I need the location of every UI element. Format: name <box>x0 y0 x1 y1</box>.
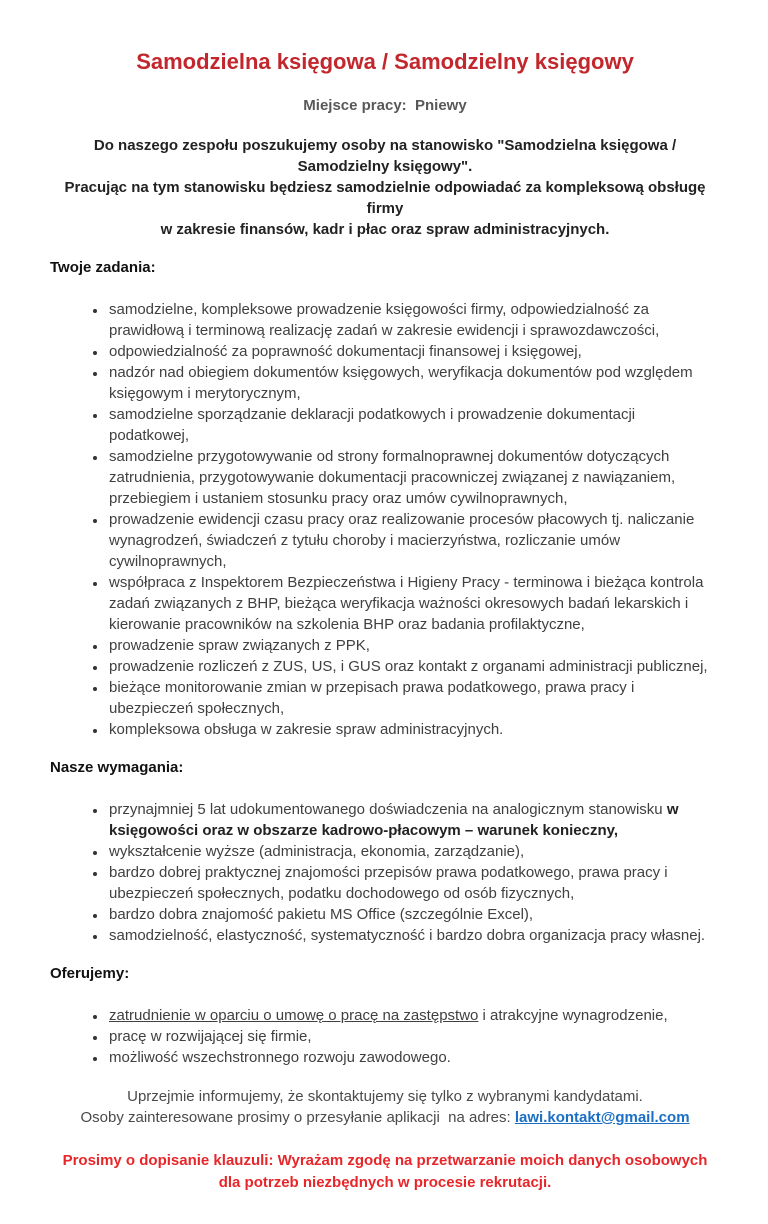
list-item-text: prowadzenie ewidencji czasu pracy oraz realizowanie procesów płacowych tj. naliczanie wynagrodzeń, świadczeń z tytułu choroby i macierzyństwa, rozliczanie umów cywilnoprawnych, <box>109 511 695 570</box>
list-item-text: pracę w rozwijającej się firmie, <box>109 1028 312 1045</box>
list-item-text: wykształcenie wyższe (administracja, ekonomia, zarządzanie), <box>109 843 525 860</box>
section-tasks <box>50 257 720 740</box>
list-item-text: bardzo dobrej praktycznej znajomości przepisów prawa podatkowego, prawa pracy i ubezpieczeń społecznych, podatku dochodowego od osób fizycznych, <box>109 864 668 902</box>
list-item <box>107 925 714 946</box>
list-item <box>107 719 714 740</box>
list-item-text: i atrakcyjne wynagrodzenie, <box>478 1007 668 1024</box>
intro-line: Pracując na tym stanowisku będziesz samodzielnie odpowiadać za kompleksową obsługę firmy <box>64 179 706 217</box>
list-item <box>107 299 714 341</box>
list-item-text: przynajmniej 5 lat udokumentowanego doświadczenia na analogicznym stanowisku <box>109 801 667 818</box>
list-item-text: bardzo dobra znajomość pakietu MS Office (szczególnie Excel), <box>109 906 534 923</box>
contact-note-prefix: Osoby zainteresowane prosimy o przesyłanie aplikacji na adres: <box>80 1109 515 1126</box>
list-item <box>107 509 714 572</box>
contact-note-line2 <box>50 1107 720 1128</box>
list-item <box>107 635 714 656</box>
job-location: Miejsce pracy: Pniewy <box>303 97 467 114</box>
section-requirements <box>50 757 720 946</box>
section-heading-requirements: Nasze wymagania: <box>50 759 184 776</box>
list-item-text: prowadzenie spraw związanych z PPK, <box>109 637 370 654</box>
gdpr-clause: Prosimy o dopisanie klauzuli: Wyrażam zgodę na przetwarzanie moich danych osobowych dla potrzeb niezbędnych w procesie rekrutacji. <box>62 1152 708 1191</box>
list-item-text: w księgowości oraz w obszarze kadrowo-płacowym – warunek konieczny, <box>109 801 679 839</box>
list-item-text: samodzielne, kompleksowe prowadzenie księgowości firmy, odpowiedzialność za prawidłową i terminową realizację zadań w zakresie ewidencji i sprawozdawczości, <box>109 301 660 339</box>
contact-note-line1: Uprzejmie informujemy, że skontaktujemy się tylko z wybranymi kandydatami. <box>127 1088 643 1105</box>
list-item-text: współpraca z Inspektorem Bezpieczeństwa i Higieny Pracy - terminowa i bieżąca kontrola zadań związanych z BHP, bieżąca weryfikacja ważności okresowych badań lekarskich i kierowanie pracowników na szkolenia BHP oraz badania profilaktyczne, <box>109 574 704 633</box>
list-item <box>107 572 714 635</box>
list-item-text: nadzór nad obiegiem dokumentów księgowych, weryfikacja dokumentów pod względem księgowym i merytorycznym, <box>109 364 693 402</box>
list-item <box>107 1026 714 1047</box>
tasks-bullet-list <box>50 299 714 740</box>
list-item <box>107 841 714 862</box>
list-item <box>107 446 714 509</box>
list-item-text: możliwość wszechstronnego rozwoju zawodowego. <box>109 1049 451 1066</box>
list-item-text: kompleksowa obsługa w zakresie spraw administracyjnych. <box>109 721 504 738</box>
intro-line: w zakresie finansów, kadr i płac oraz spraw administracyjnych. <box>160 221 610 238</box>
list-item-text: odpowiedzialność za poprawność dokumentacji finansowej i księgowej, <box>109 343 582 360</box>
list-item <box>107 862 714 904</box>
section-heading-offer: Oferujemy: <box>50 965 130 982</box>
list-item-text: prowadzenie rozliczeń z ZUS, US, i GUS oraz kontakt z organami administracji publicznej, <box>109 658 708 675</box>
page-title: Samodzielna księgowa / Samodzielny księgowy <box>136 49 634 74</box>
contact-note <box>50 1086 720 1128</box>
intro-paragraph <box>50 135 720 240</box>
list-item-text: samodzielne sporządzanie deklaracji podatkowych i prowadzenie dokumentacji podatkowej, <box>109 406 636 444</box>
email-link[interactable]: lawi.kontakt@gmail.com <box>514 1109 690 1126</box>
list-item-text: samodzielność, elastyczność, systematyczność i bardzo dobra organizacja pracy własnej. <box>109 927 706 944</box>
section-offer <box>50 963 720 1068</box>
intro-line: Do naszego zespołu poszukujemy osoby na stanowisko "Samodzielna księgowa / Samodzielny księgowy". <box>93 137 677 175</box>
list-item <box>107 656 714 677</box>
requirements-bullet-list <box>50 799 714 946</box>
list-item <box>107 799 714 841</box>
list-item <box>107 1005 714 1026</box>
list-item <box>107 677 714 719</box>
list-item <box>107 1047 714 1068</box>
list-item <box>107 362 714 404</box>
list-item <box>107 404 714 446</box>
list-item-text: samodzielne przygotowywanie od strony formalnoprawnej dokumentów dotyczących zatrudnienia, przygotowywanie dokumentacji pracowniczej związanej z nawiązaniem, przebiegiem i ustaniem stosunku pracy oraz umów cywilnoprawnych, <box>109 448 676 507</box>
list-item-text: bieżące monitorowanie zmian w przepisach prawa podatkowego, prawa pracy i ubezpieczeń społecznych, <box>109 679 635 717</box>
section-heading-tasks: Twoje zadania: <box>50 259 156 276</box>
list-item <box>107 341 714 362</box>
list-item-text: zatrudnienie w oparciu o umowę o pracę na zastępstwo <box>109 1007 479 1024</box>
offer-bullet-list <box>50 1005 714 1068</box>
list-item <box>107 904 714 925</box>
